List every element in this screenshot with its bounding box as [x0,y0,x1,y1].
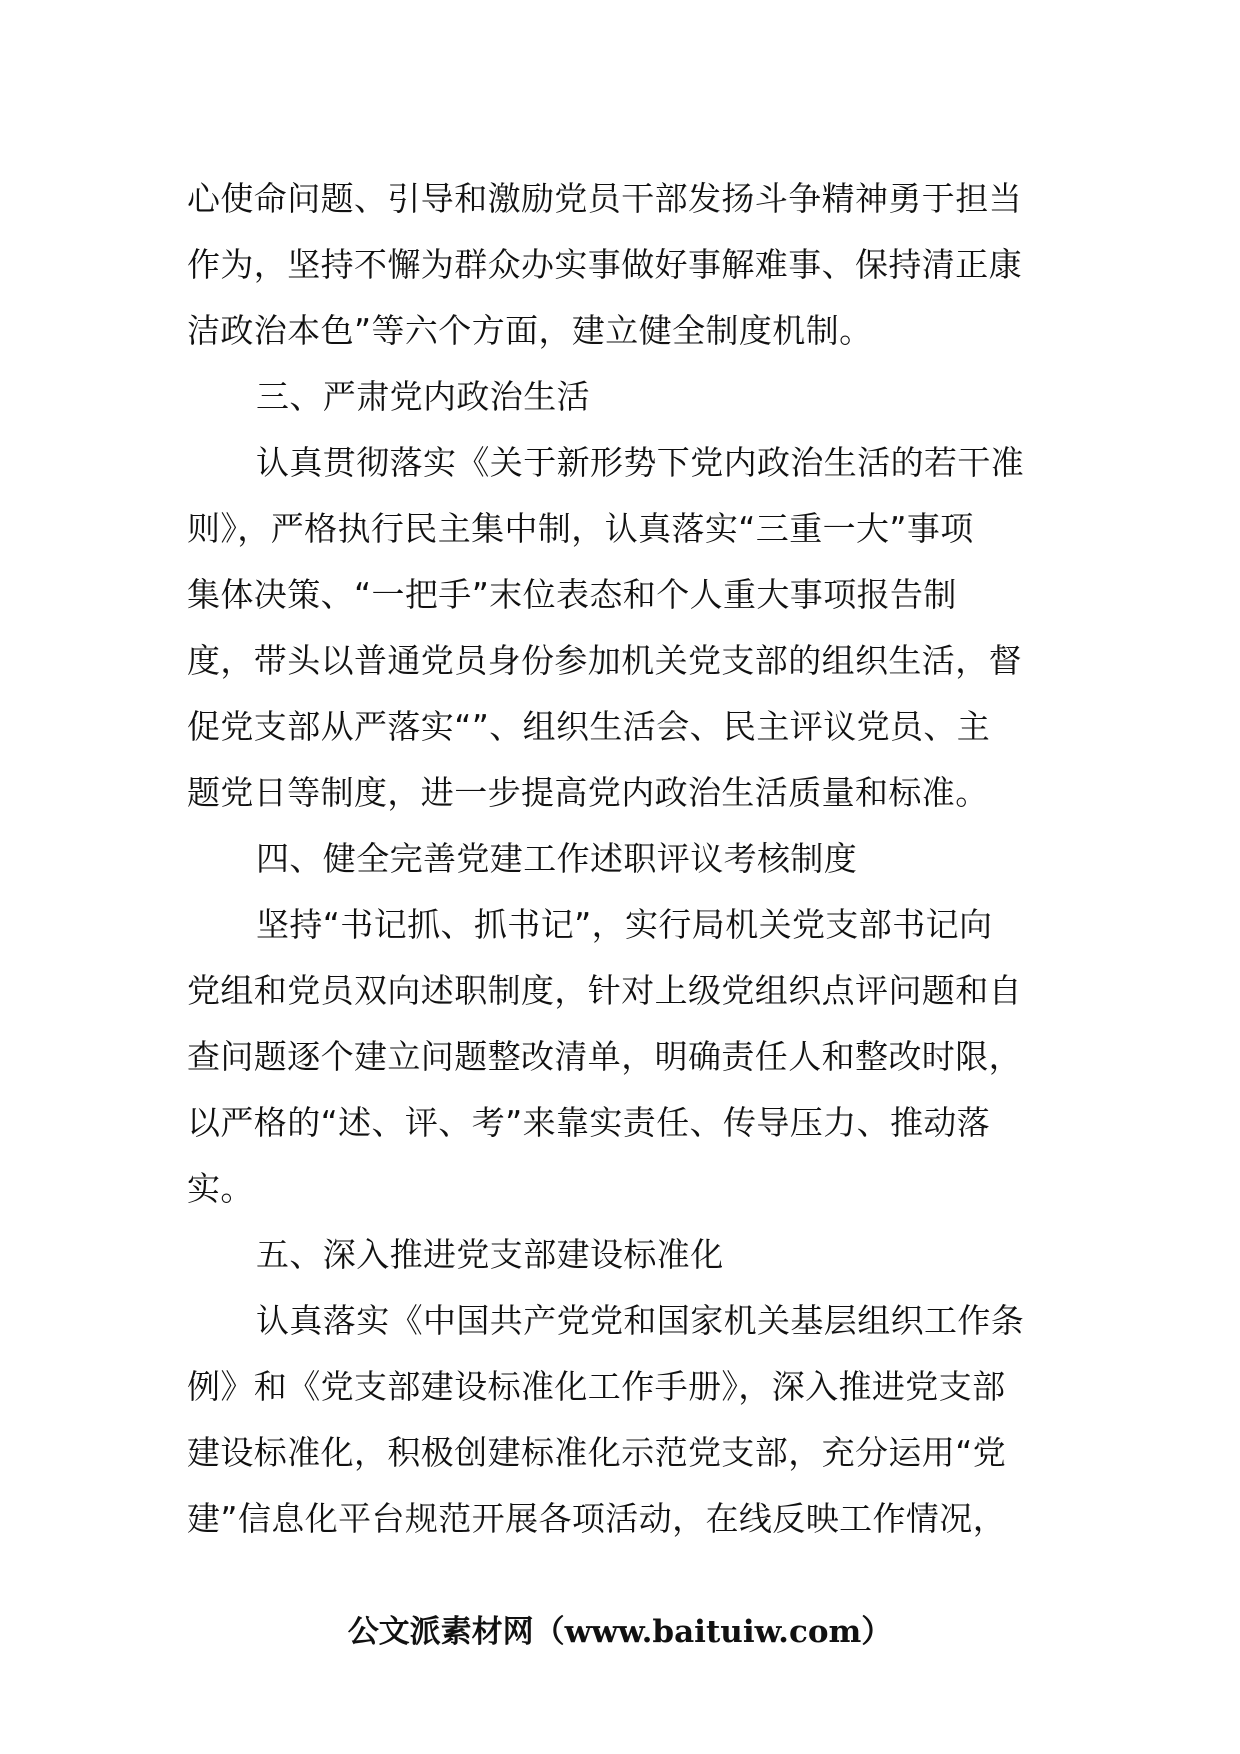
document-body [187,166,1023,1552]
body-line: 建设标准化，积极创建标准化示范党支部，充分运用“党 [187,1433,1007,1472]
body-line: 心使命问题、引导和激励党员干部发扬斗争精神勇于担当 [187,179,1022,218]
body-line: 题党日等制度，进一步提高党内政治生活质量和标准。 [187,773,989,812]
body-line: 度，带头以普通党员身份参加机关党支部的组织生活，督 [187,641,1022,680]
body-line: 认真贯彻落实《关于新形势下党内政治生活的若干准 [256,443,1025,482]
body-line: 集体决策、“一把手”末位表态和个人重大事项报告制 [187,575,957,614]
section-heading: 三、严肃党内政治生活 [256,377,590,416]
body-line: 建”信息化平台规范开展各项活动，在线反映工作情况， [187,1499,1007,1538]
body-line: 则》，严格执行民主集中制，认真落实“三重一大”事项 [187,509,974,548]
body-line: 认真落实《中国共产党党和国家机关基层组织工作条 [256,1301,1025,1340]
body-line: 实。 [187,1169,254,1208]
footer-watermark: 公文派素材网（www.baituiw.com） [347,1614,893,1650]
body-line: 坚持“书记抓、抓书记”，实行局机关党支部书记向 [256,905,993,944]
body-line: 作为，坚持不懈为群众办实事做好事解难事、保持清正康 [187,245,1022,284]
body-line: 查问题逐个建立问题整改清单，明确责任人和整改时限， [187,1037,1022,1076]
body-line: 例》和《党支部建设标准化工作手册》，深入推进党支部 [187,1367,1006,1406]
body-line: 党组和党员双向述职制度，针对上级党组织点评问题和自 [187,971,1022,1010]
section-heading: 四、健全完善党建工作述职评议考核制度 [256,839,858,878]
body-line: 促党支部从严落实“”、组织生活会、民主评议党员、主 [187,707,991,746]
section-heading: 五、深入推进党支部建设标准化 [256,1235,724,1274]
body-line: 以严格的“述、评、考”来靠实责任、传导压力、推动落 [187,1103,991,1142]
body-line: 洁政治本色”等六个方面，建立健全制度机制。 [187,311,873,350]
